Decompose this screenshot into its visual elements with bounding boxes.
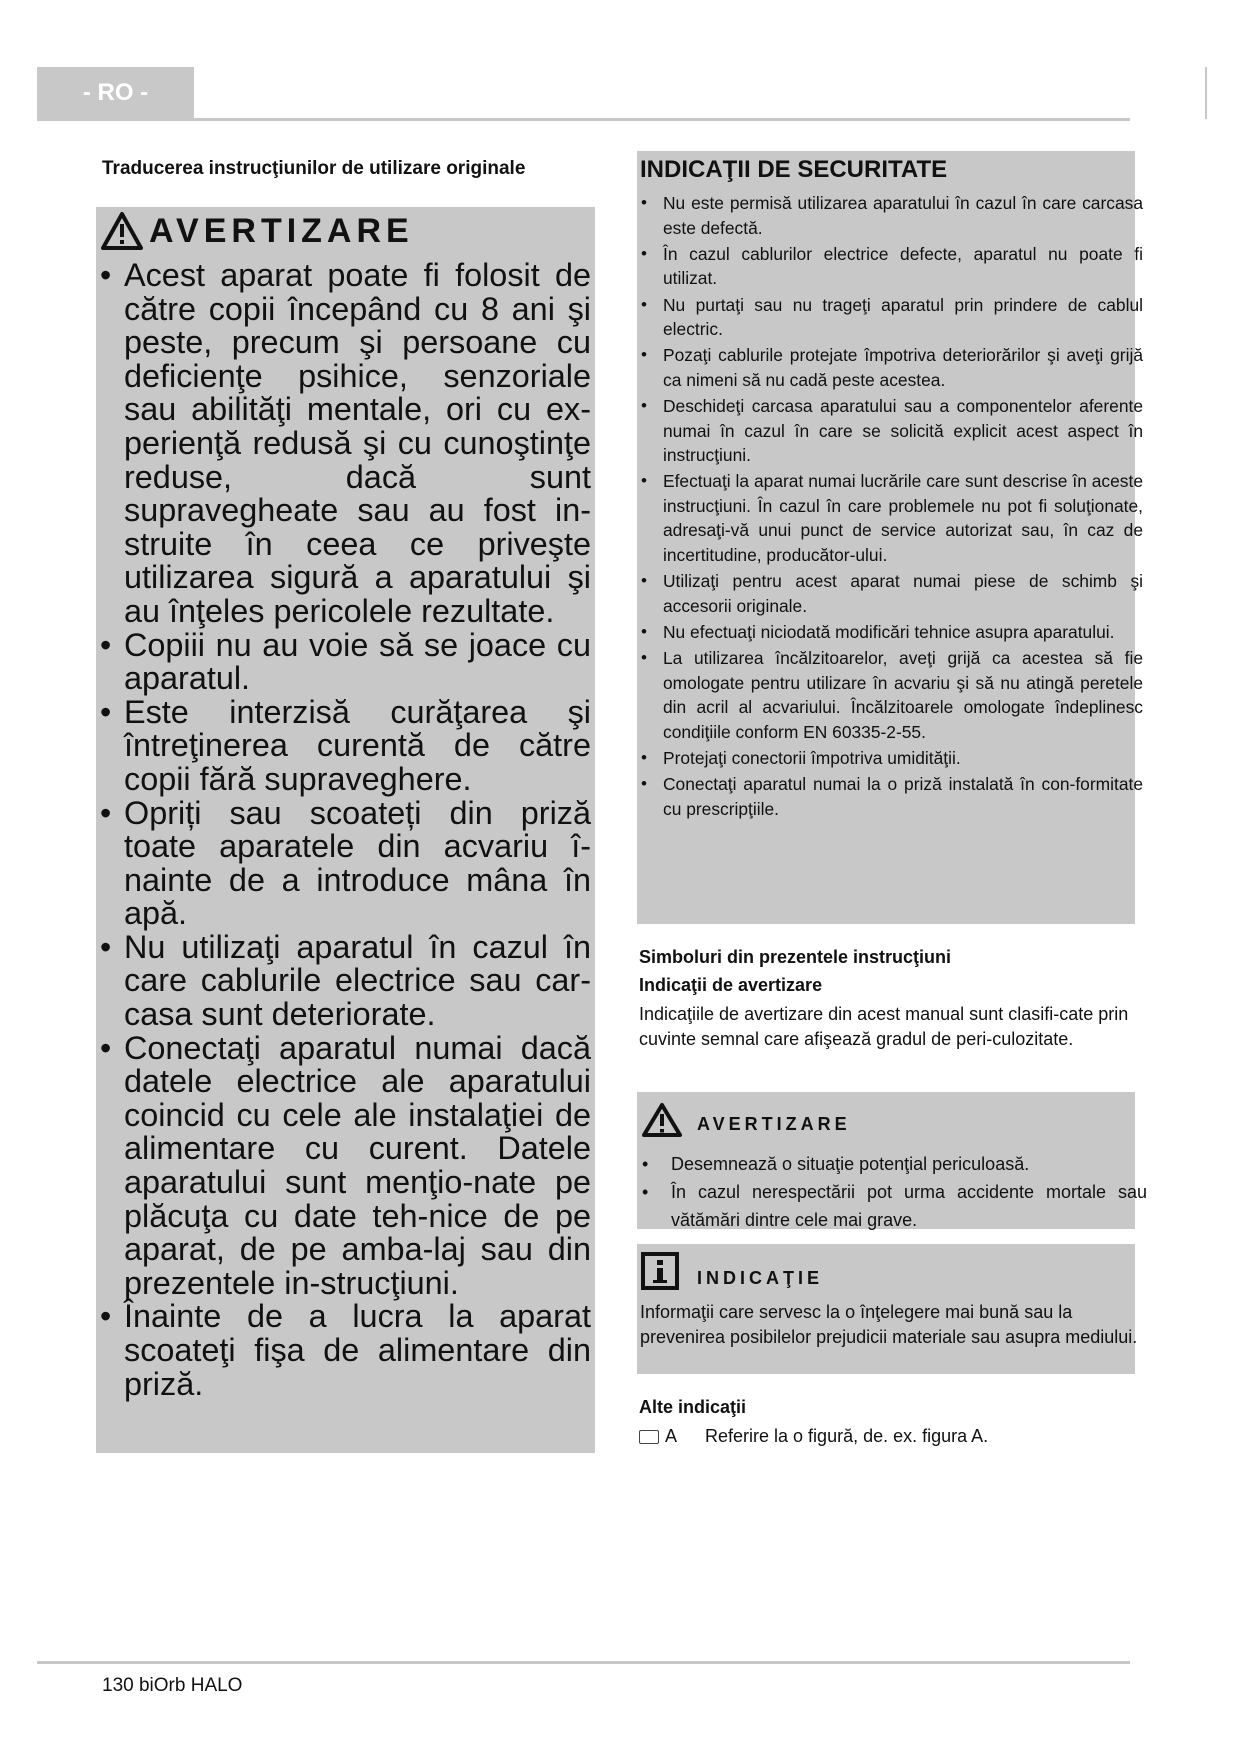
warning-triangle-icon — [641, 1102, 683, 1138]
list-item: • La utilizarea încălzitoarelor, aveţi grijă ca acestea să fie omologate pentru utilizare în acvariu şi să nu atingă peretele din acril al acvariului. Încălzitoarele omologate îndeplinesc condiţiile conform EN 60335-2-55. — [637, 646, 1143, 744]
main-warning-header — [100, 211, 414, 251]
list-item: • Nu purtaţi sau nu trageţi aparatul prin prindere de cablul electric. — [637, 293, 1143, 342]
warning-legend-list — [637, 1150, 1147, 1234]
info-legend-text: Informaţii care servesc la o înţelegere mai bună sau la prevenirea posibilelor prejudicii materiale sau asupra mediului. — [640, 1302, 1138, 1347]
safety-list — [637, 191, 1143, 823]
info-legend-title: INDICAŢIE — [697, 1268, 823, 1288]
safety-box — [637, 151, 1143, 924]
figure-box-icon — [639, 1430, 659, 1444]
language-tab: - RO - — [37, 67, 194, 119]
list-item: • Utilizaţi pentru acest aparat numai piese de schimb şi accesorii originale. — [637, 569, 1143, 618]
symbols-subtitle: Indicaţii de avertizare — [639, 975, 823, 995]
main-warning-box — [96, 207, 595, 1453]
other-title: Alte indicaţii — [639, 1397, 747, 1417]
main-warning-title: AVERTIZARE — [149, 211, 414, 250]
list-item: • Copiii nu au voie să se joace cu aparatul. — [96, 629, 591, 696]
list-item: • Înainte de a lucra la aparat scoateţi fişa de alimentare din priză. — [96, 1300, 591, 1401]
safety-title: INDICAŢII DE SECURITATE — [640, 156, 948, 183]
list-item: • Conectaţi aparatul numai la o priză instalată în con-formitate cu prescripţiile. — [637, 772, 1143, 821]
symbols-text: Indicaţiile de avertizare din acest manual sunt clasifi-cate prin cuvinte semnal care afişează gradul de peri-culozitate. — [639, 1004, 1129, 1049]
list-item: • Conectaţi aparatul numai dacă datele electrice ale aparatului coincid cu cele ale instalaţiei de alimentare cu curent. Datele aparatului sunt menţio-nate pe plăcuţa cu date teh-nice de pe aparat, de pe amba-laj sau din prezentele in-strucţiuni. — [96, 1032, 591, 1301]
list-item: • Protejaţi conectorii împotriva umidităţii. — [637, 746, 1143, 771]
list-item: • Nu utilizaţi aparatul în cazul în care cablurile electrice sau car-casa sunt deteriorate. — [96, 931, 591, 1032]
warning-legend-title: AVERTIZARE — [697, 1114, 851, 1134]
edge-mark — [1205, 67, 1207, 119]
figure-ref-label: A — [665, 1426, 678, 1446]
symbols-title: Simboluri din prezentele instrucţiuni — [639, 947, 952, 967]
list-item: • Efectuaţi la aparat numai lucrările care sunt descrise în aceste instrucţiuni. În cazul în care problemele nu pot fi soluţionate, adresaţi-vă unui punct de service autorizat sau, în caz de incertitudine, producător-ului. — [637, 469, 1143, 567]
footer-rule — [37, 1661, 1130, 1664]
figure-reference — [639, 1426, 988, 1447]
main-warning-list — [96, 259, 591, 1401]
list-item: • Deschideţi carcasa aparatului sau a componentelor aferente numai în cazul în care se solicită explicit acest aspect în instrucţiuni. — [637, 394, 1143, 468]
list-item: • În cazul cablurilor electrice defecte, aparatul nu poate fi utilizat. — [637, 242, 1143, 291]
warning-legend-box — [637, 1092, 1147, 1230]
list-item: • Nu este permisă utilizarea aparatului în cazul în care carcasa este defectă. — [637, 191, 1143, 240]
page-subtitle: Traducerea instrucţiunilor de utilizare originale — [102, 158, 526, 179]
header-rule — [37, 118, 1130, 121]
figure-ref-text: Referire la o figură, de. ex. figura A. — [705, 1426, 989, 1446]
list-item: • Pozaţi cablurile protejate împotriva deteriorărilor şi aveţi grijă ca nimeni să nu cadă peste acestea. — [637, 343, 1143, 392]
info-icon — [641, 1252, 679, 1290]
info-legend-box — [637, 1244, 1138, 1374]
list-item: • Opriți sau scoateți din priză toate aparatele din acvariu î-nainte de a introduce mâna în apă. — [96, 797, 591, 931]
list-item: • Nu efectuaţi niciodată modificări tehnice asupra aparatului. — [637, 620, 1143, 645]
page-footer: 130 biOrb HALO — [102, 1675, 243, 1696]
list-item: • În cazul nerespectării pot urma accidente mortale sau vătămări dintre cele mai grave. — [637, 1178, 1147, 1234]
info-legend-header — [641, 1252, 823, 1290]
warning-triangle-icon — [100, 211, 144, 251]
list-item: • Este interzisă curăţarea şi întreţinerea curentă de către copii fără supraveghere. — [96, 696, 591, 797]
warning-legend-header — [641, 1102, 851, 1138]
list-item: • Acest aparat poate fi folosit de către copii începând cu 8 ani şi peste, precum şi persoane cu deficienţe psihice, senzoriale sau abilităţi mentale, ori cu ex-perienţă redusă şi cu cunoştinţe reduse, dacă sunt supravegheate sau au fost in-struite în ceea ce priveşte utilizarea sigură a aparatului şi au înţeles pericolele rezultate. — [96, 259, 591, 629]
list-item: • Desemnează o situaţie potenţial periculoasă. — [637, 1150, 1147, 1178]
